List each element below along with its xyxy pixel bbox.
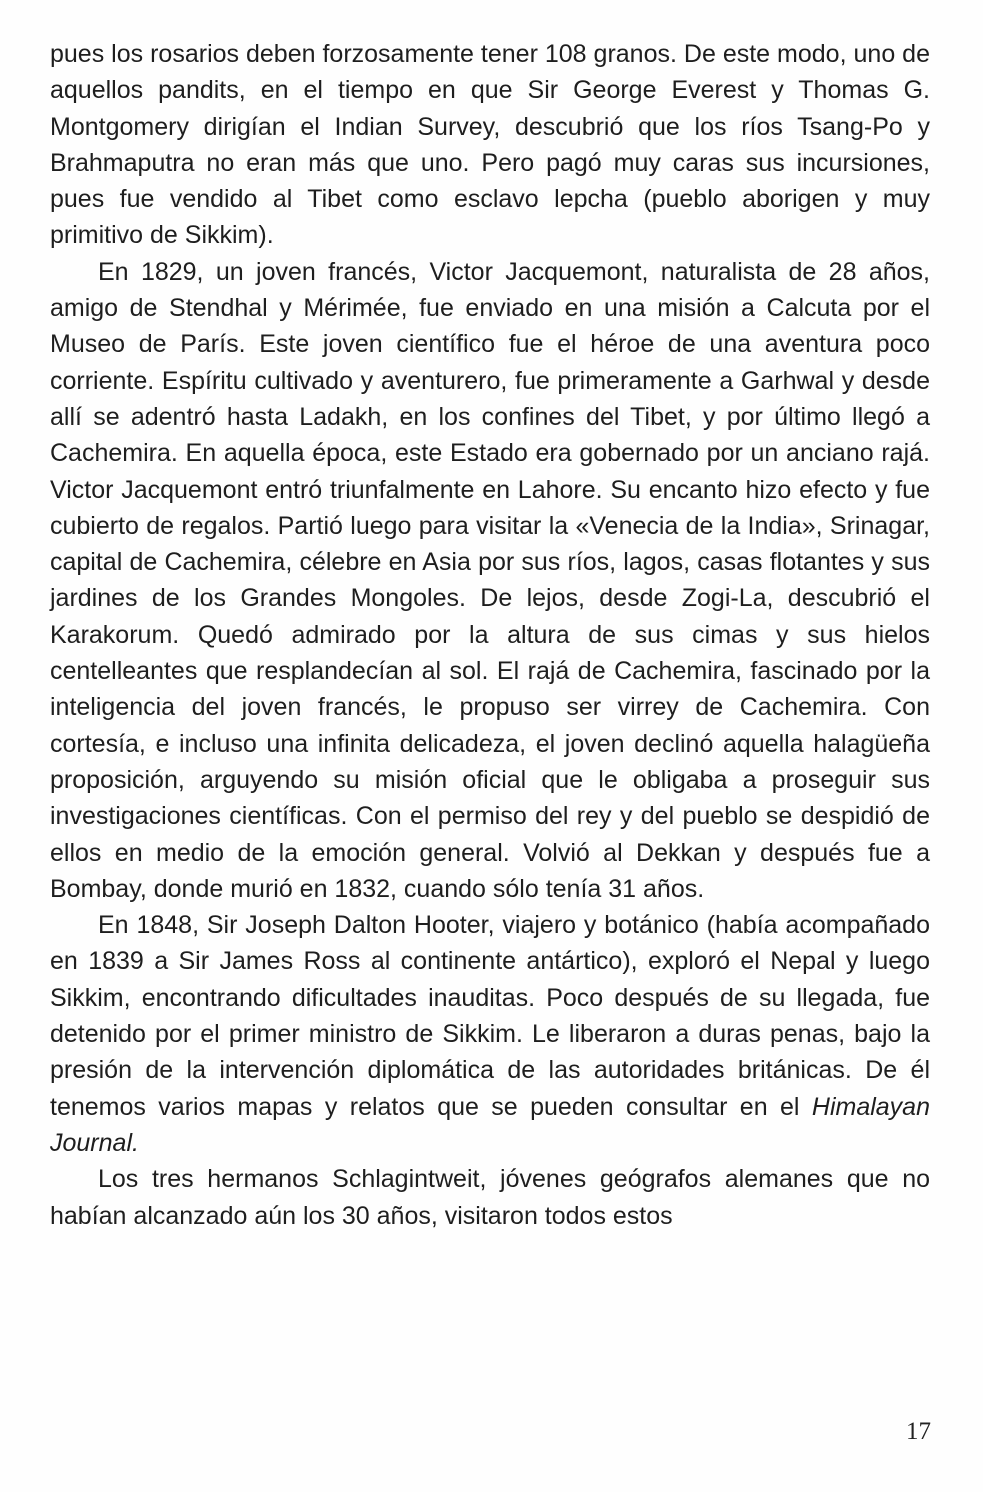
page-number: 17	[906, 1418, 931, 1445]
paragraph-4	[50, 1161, 930, 1234]
paragraph-4-text: Los tres hermanos Schlagintweit, jóvenes geógrafos alemanes que no habían alcanzado aún los 30 años, visitaron todos estos	[50, 1165, 930, 1230]
paragraph-2	[50, 254, 930, 907]
paragraph-1-text: pues los rosarios deben forzosamente tener 108 granos. De este modo, uno de aquellos pandits, en el tiempo en que Sir George Everest y Thomas G. Montgomery dirigían el Indian Survey, descubrió que los ríos Tsang-Po y Brahmaputra no eran más que uno. Pero pagó muy caras sus incursiones, pues fue vendido al Tibet como esclavo lepcha (pueblo aborigen y muy primitivo de Sikkim).	[50, 40, 930, 250]
journal-title: Himalayan Journal.	[50, 1092, 930, 1157]
paragraph-3-text: En 1848, Sir Joseph Dalton Hooter, viajero y botánico (había acompañado en 1839 a Sir James Ross al continente antártico), exploró el Nepal y luego Sikkim, encontrando dificultades inauditas. Poco después de su llegada, fue detenido por el primer ministro de Sikkim. Le liberaron a duras penas, bajo la presión de la intervención diplomática de las autoridades británicas. De él tenemos varios mapas y relatos que se pueden consultar en el	[50, 911, 930, 1121]
paragraph-3	[50, 907, 930, 1161]
body-text	[50, 36, 930, 1234]
paragraph-1	[50, 36, 930, 254]
paragraph-2-text: En 1829, un joven francés, Victor Jacquemont, naturalista de 28 años, amigo de Stendhal y Mérimée, fue enviado en una misión a Calcuta por el Museo de París. Este joven científico fue el héroe de una aventura poco corriente. Espíritu cultivado y aventurero, fue primeramente a Garhwal y desde allí se adentró hasta Ladakh, en los confines del Tibet, y por último llegó a Cachemira. En aquella época, este Estado era gobernado por un anciano rajá. Victor Jacquemont entró triunfalmente en Lahore. Su encanto hizo efecto y fue cubierto de regalos. Partió luego para visitar la «Venecia de la India», Srinagar, capital de Cachemira, célebre en Asia por sus ríos, lagos, casas flotantes y sus jardines de los Grandes Mongoles. De lejos, desde Zogi-La, descubrió el Karakorum. Quedó admirado por la altura de sus cimas y sus hielos centelleantes que resplandecían al sol. El rajá de Cachemira, fascinado por la inteligencia del joven francés, le propuso ser virrey de Cachemira. Con cortesía, e incluso una infinita delicadeza, el joven declinó aquella halagüeña proposición, arguyendo su misión oficial que le obligaba a proseguir sus investigaciones científicas. Con el permiso del rey y del pueblo se despidió de ellos en medio de la emoción general. Volvió al Dekkan y después fue a Bombay, donde murió en 1832, cuando sólo tenía 31 años.	[50, 257, 930, 903]
